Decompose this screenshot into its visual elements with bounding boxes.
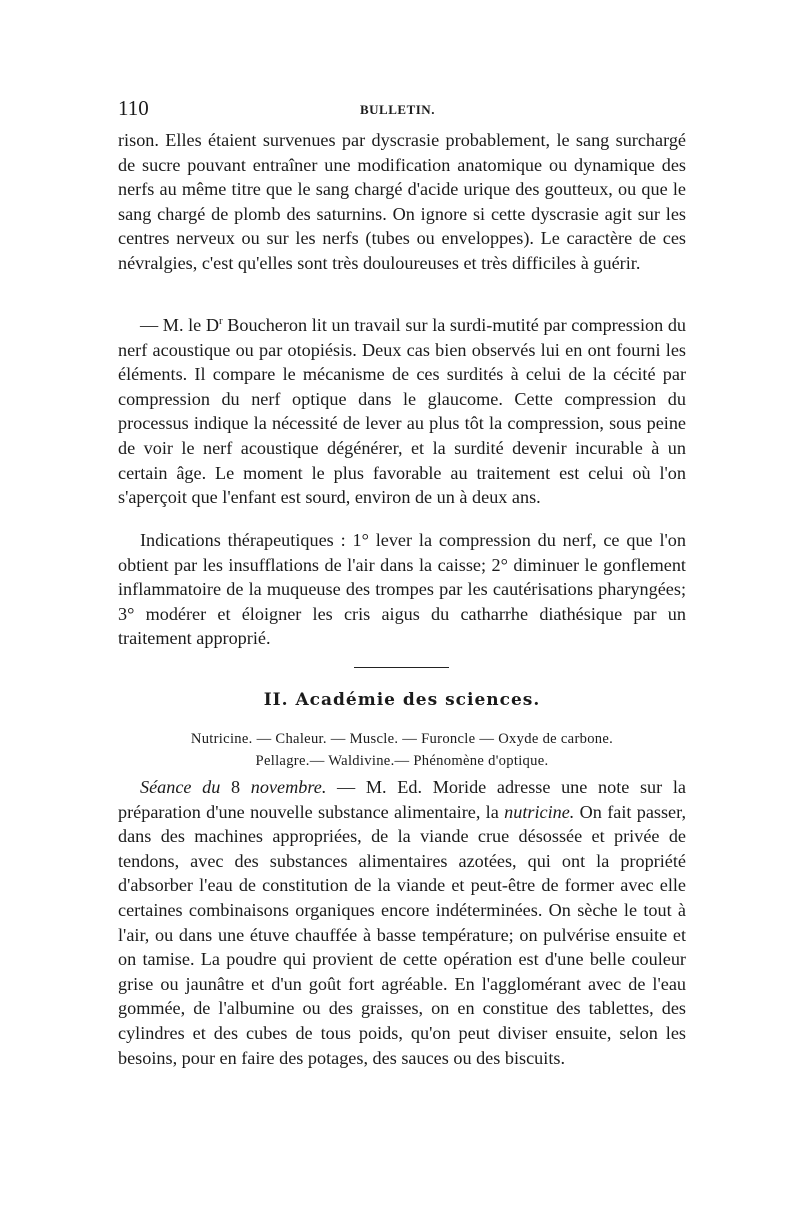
paragraph-text: [118, 775, 686, 1070]
page-number: 110: [118, 96, 149, 120]
section-heading: II. Académie des sciences.: [263, 690, 541, 710]
seance-day: 8: [220, 777, 251, 797]
paragraph-text: rison. Elles étaient survenues par dyscrasie probablement, le sang surchargé de sucre pouvant entraîner une modification anatomique ou dynamique des nerfs au même titre que le sang chargé d'acide urique des goutteux, ou que le sang chargé de plomb des saturnins. On ignore si cette dyscrasie agit sur les centres nerveux ou sur les nerfs (tubes ou enveloppes). Le caractère de ces névralgies, c'est qu'elles sont très douloureuses et très difficiles à guérir.: [118, 130, 686, 273]
page-header: [118, 96, 688, 126]
paragraph-text: Indications thérapeutiques : 1° lever la compression du nerf, ce que l'on obtient par les insufflations de l'air dans la caisse; 2° diminuer le gonflement inflammatoire de la muqueuse des trompes par les cautérisations pharyngées; 3° modérer et éloigner les cris aigus du catharrhe diathésique par un traitement approprié.: [118, 530, 686, 649]
paragraph-indications: [118, 528, 686, 651]
paragraph-continuation: [118, 128, 686, 276]
seance-month: novembre.: [250, 777, 327, 797]
paragraph-boucheron: [118, 309, 686, 510]
section-divider: [354, 667, 449, 668]
paragraph-body-start: — M. Ed. Moride adresse une note sur la préparation d'une nouvelle substance alimentaire, la: [118, 777, 686, 822]
seance-label: Séance du: [140, 777, 221, 797]
paragraph-seance: [118, 775, 686, 1070]
paragraph-body-rest: On fait passer, dans des machines appropriées, de la viande crue désossée et privée de tendons, avec des substances alimentaires azotées, qui ont la propriété d'absorber l'eau de constitution de la viande et peut-être de former avec elle certaines combinaisons organiques encore indéterminées. On sèche le tout à l'air, ou dans une étuve chauffée à basse température; on pulvérise ensuite et on tamise. La poudre qui provient de cette opération est d'une belle couleur grise ou jaunâtre et d'un goût fort agréable. En l'agglomérant avec de l'eau gommée, de l'albumine ou des graisses, on en constitue des tablettes, des cylindres et des cubes de tous poids, qu'on peut diviser ensuite, selon les besoins, pour en faire des potages, des sauces ou des biscuits.: [118, 801, 687, 1068]
paragraph-lead: — M. le D: [140, 315, 220, 336]
nutricine-term: nutricine.: [504, 801, 575, 822]
section-summary-line-2: Pellagre.— Waldivine.— Phénomène d'optique.: [255, 753, 549, 769]
title-superscript: r: [219, 315, 223, 327]
section-summary-line-1: Nutricine. — Chaleur. — Muscle. — Furoncle — Oxyde de carbone.: [190, 731, 614, 747]
paragraph-body: Boucheron lit un travail sur la surdi-mutité par compression du nerf acoustique ou par otopiésis. Deux cas bien observés lui en ont fourni les éléments. Il compare le mécanisme de ces surdités à celui de la cécité par compression du nerf optique dans le glaucome. Cette compression du processus indique la nécessité de lever au plus tôt la compression, sous peine de voir le nerf acoustique dégénérer, et la surdité devenir incurable à un certain âge. Le moment le plus favorable au traitement est celui où l'on s'aperçoit que l'enfant est sourd, environ de un à deux ans.: [118, 315, 687, 508]
paragraph-text: [118, 309, 686, 510]
running-title: BULLETIN.: [360, 102, 435, 117]
